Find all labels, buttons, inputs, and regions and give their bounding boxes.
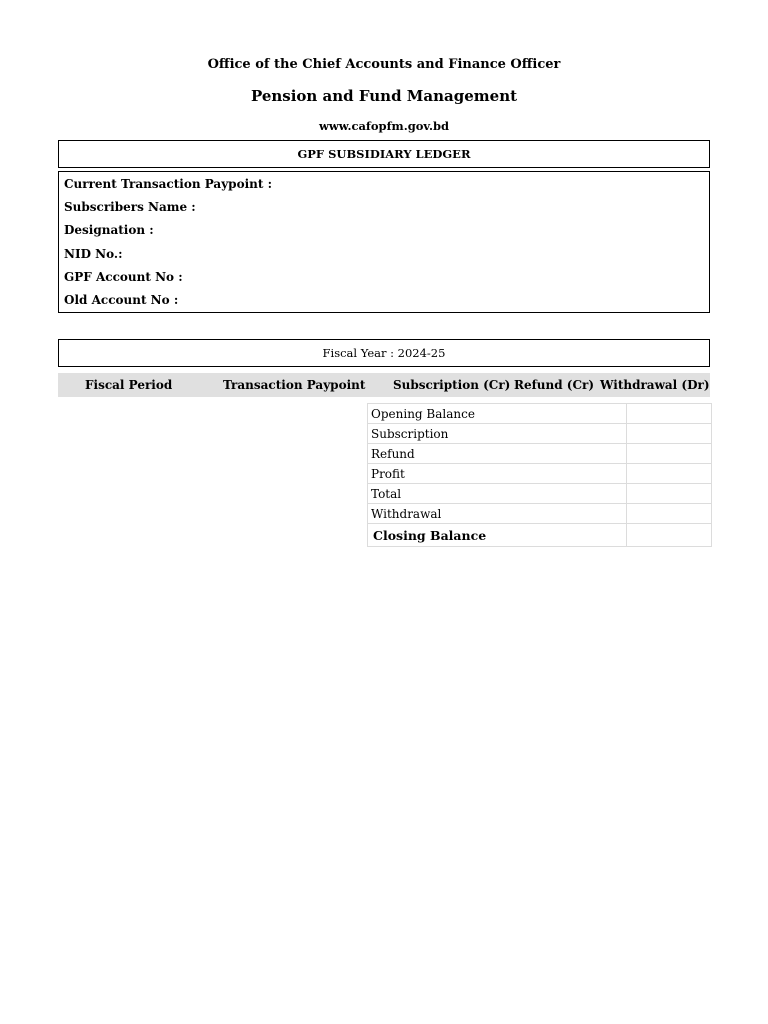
website-link[interactable]: www.cafopfm.gov.bd <box>318 119 450 133</box>
summary-label: Total <box>368 484 627 504</box>
summary-value <box>627 424 712 444</box>
subscriber-name-label: Subscribers Name : <box>64 200 196 214</box>
summary-row-profit <box>368 464 712 484</box>
summary-row-subscription <box>368 424 712 444</box>
summary-row-total <box>368 484 712 504</box>
summary-row-withdrawal <box>368 504 712 524</box>
fiscal-year-label: Fiscal Year : 2024-25 <box>322 346 446 360</box>
summary-value <box>627 484 712 504</box>
office-name: Office of the Chief Accounts and Finance Officer <box>207 57 561 72</box>
summary-row-closing-balance <box>368 524 712 547</box>
summary-value <box>627 444 712 464</box>
col-fiscal-period: Fiscal Period <box>85 378 173 392</box>
summary-label: Withdrawal <box>368 504 627 524</box>
gpf-account-label: GPF Account No : <box>64 270 183 284</box>
col-withdrawal: Withdrawal (Dr) <box>600 378 710 392</box>
nid-label: NID No.: <box>64 247 123 261</box>
ledger-title-box <box>58 140 710 168</box>
col-transaction-paypoint: Transaction Paypoint <box>223 378 366 392</box>
summary-row-refund <box>368 444 712 464</box>
fiscal-year-box <box>58 339 710 367</box>
summary-label: Profit <box>368 464 627 484</box>
summary-value <box>627 404 712 424</box>
col-refund: Refund (Cr) <box>514 378 595 392</box>
summary-row-opening-balance <box>368 404 712 424</box>
summary-label: Refund <box>368 444 627 464</box>
summary-label: Opening Balance <box>368 404 627 424</box>
designation-label: Designation : <box>64 223 154 237</box>
page-title: Pension and Fund Management <box>250 87 518 105</box>
subscriber-info-box <box>58 171 710 313</box>
summary-label: Subscription <box>368 424 627 444</box>
summary-value <box>627 524 712 547</box>
ledger-table-header <box>58 373 710 397</box>
col-subscription: Subscription (Cr) <box>393 378 511 392</box>
current-paypoint-label: Current Transaction Paypoint : <box>64 177 273 191</box>
old-account-label: Old Account No : <box>64 293 179 307</box>
ledger-title: GPF SUBSIDIARY LEDGER <box>297 147 471 161</box>
summary-label: Closing Balance <box>368 524 627 547</box>
summary-value <box>627 504 712 524</box>
balance-summary-table <box>367 403 712 547</box>
summary-value <box>627 464 712 484</box>
